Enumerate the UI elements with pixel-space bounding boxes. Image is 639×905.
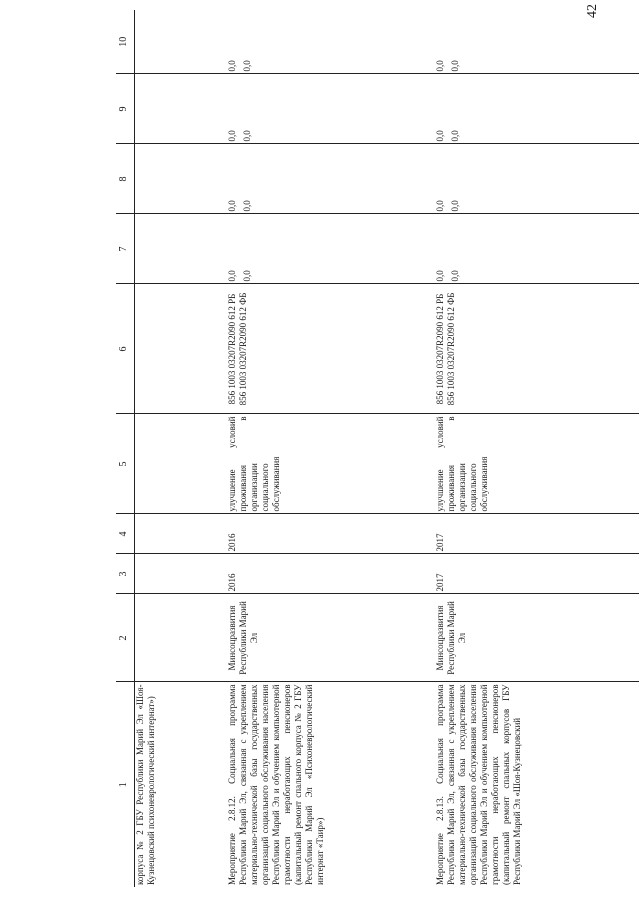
value-cell — [227, 144, 435, 214]
column-header: 9 — [116, 74, 134, 144]
table-row — [227, 10, 435, 887]
column-header: 3 — [116, 554, 134, 594]
column-header: 5 — [116, 414, 134, 514]
value-cell — [227, 74, 435, 144]
budget-code-rb: 856 1003 03207R2090 612 РБ — [434, 293, 445, 405]
activity-name-cell: корпуса № 2 ГБУ Республики Марий Эл «Шоя-Кузнецовский психоневрологический интернат») — [134, 682, 227, 887]
start-year-cell — [134, 554, 227, 594]
result-cell: улучшение условий проживания в организации социального обслуживания — [435, 414, 639, 514]
budget-code-fb: 856 1003 03207R2090 612 ФБ — [445, 292, 456, 406]
end-year-cell — [134, 514, 227, 554]
column-header: 1 — [116, 682, 134, 887]
value-rb: 0,0 — [226, 130, 237, 142]
program-activities-table — [116, 10, 639, 887]
value-fb: 0,0 — [241, 270, 252, 282]
value-rb: 0,0 — [434, 200, 445, 212]
column-header: 8 — [116, 144, 134, 214]
table-row — [134, 10, 227, 887]
result-cell — [134, 414, 227, 514]
executor-cell — [134, 594, 227, 682]
value-fb: 0,0 — [241, 130, 252, 142]
value-rb: 0,0 — [434, 60, 445, 72]
value-cell — [227, 10, 435, 74]
column-header: 4 — [116, 514, 134, 554]
budget-code-fb: 856 1003 03207R2090 612 ФБ — [237, 292, 248, 406]
executor-cell: Минсоцразвития Республики Марий Эл — [435, 594, 639, 682]
column-header: 10 — [116, 10, 134, 74]
column-header: 6 — [116, 284, 134, 414]
activity-name-cell: Мероприятие 2.8.13. Социальная программа Республики Марий Эл, связанная с укреплением материально-технической базы государственных организаций социального обслуживания населения Республики Марий Эл и обучением компьютерной грамотности неработающих пенсионеров (капитальный ремонт спальных корпусов ГБУ Республики Марий Эл «Шоя-Кузнецовский — [435, 682, 639, 887]
budget-code-cell — [227, 284, 435, 414]
value-cell — [134, 74, 227, 144]
value-cell — [435, 10, 639, 74]
value-fb: 0,0 — [449, 130, 460, 142]
value-rb: 0,0 — [434, 130, 445, 142]
end-year-cell: 2016 — [227, 514, 435, 554]
end-year-cell: 2017 — [435, 514, 639, 554]
page-number: 42 — [585, 4, 600, 18]
budget-code-rb: 856 1003 03207R2090 612 РБ — [226, 293, 237, 405]
value-fb: 0,0 — [241, 200, 252, 212]
value-rb: 0,0 — [226, 270, 237, 282]
value-rb: 0,0 — [226, 60, 237, 72]
start-year-cell: 2017 — [435, 554, 639, 594]
value-cell — [435, 74, 639, 144]
value-rb: 0,0 — [226, 200, 237, 212]
budget-code-cell — [134, 284, 227, 414]
result-cell: улучшение условий проживания в организации социального обслуживания — [227, 414, 435, 514]
table-header-row — [116, 10, 134, 887]
activity-name-cell: Мероприятие 2.8.12. Социальная программа Республики Марий Эл, связанная с укреплением материально-технической базы государственных организаций социального обслуживания населения Республики Марий Эл и обучением компьютерной грамотности неработающих пенсионеров (капитальный ремонт спального корпуса № 2 ГБУ Республики Марий Эл «Психоневрологический интернат «Таир») — [227, 682, 435, 887]
rotated-table-container — [116, 10, 639, 887]
executor-cell: Минсоцразвития Республики Марий Эл — [227, 594, 435, 682]
value-cell — [134, 144, 227, 214]
value-fb: 0,0 — [449, 270, 460, 282]
value-cell — [435, 144, 639, 214]
column-header: 2 — [116, 594, 134, 682]
value-cell — [134, 214, 227, 284]
value-cell — [227, 214, 435, 284]
value-fb: 0,0 — [449, 200, 460, 212]
table-row — [435, 10, 639, 887]
value-rb: 0,0 — [434, 270, 445, 282]
value-cell — [435, 214, 639, 284]
column-header: 7 — [116, 214, 134, 284]
start-year-cell: 2016 — [227, 554, 435, 594]
value-fb: 0,0 — [449, 60, 460, 72]
budget-code-cell — [435, 284, 639, 414]
value-fb: 0,0 — [241, 60, 252, 72]
value-cell — [134, 10, 227, 74]
